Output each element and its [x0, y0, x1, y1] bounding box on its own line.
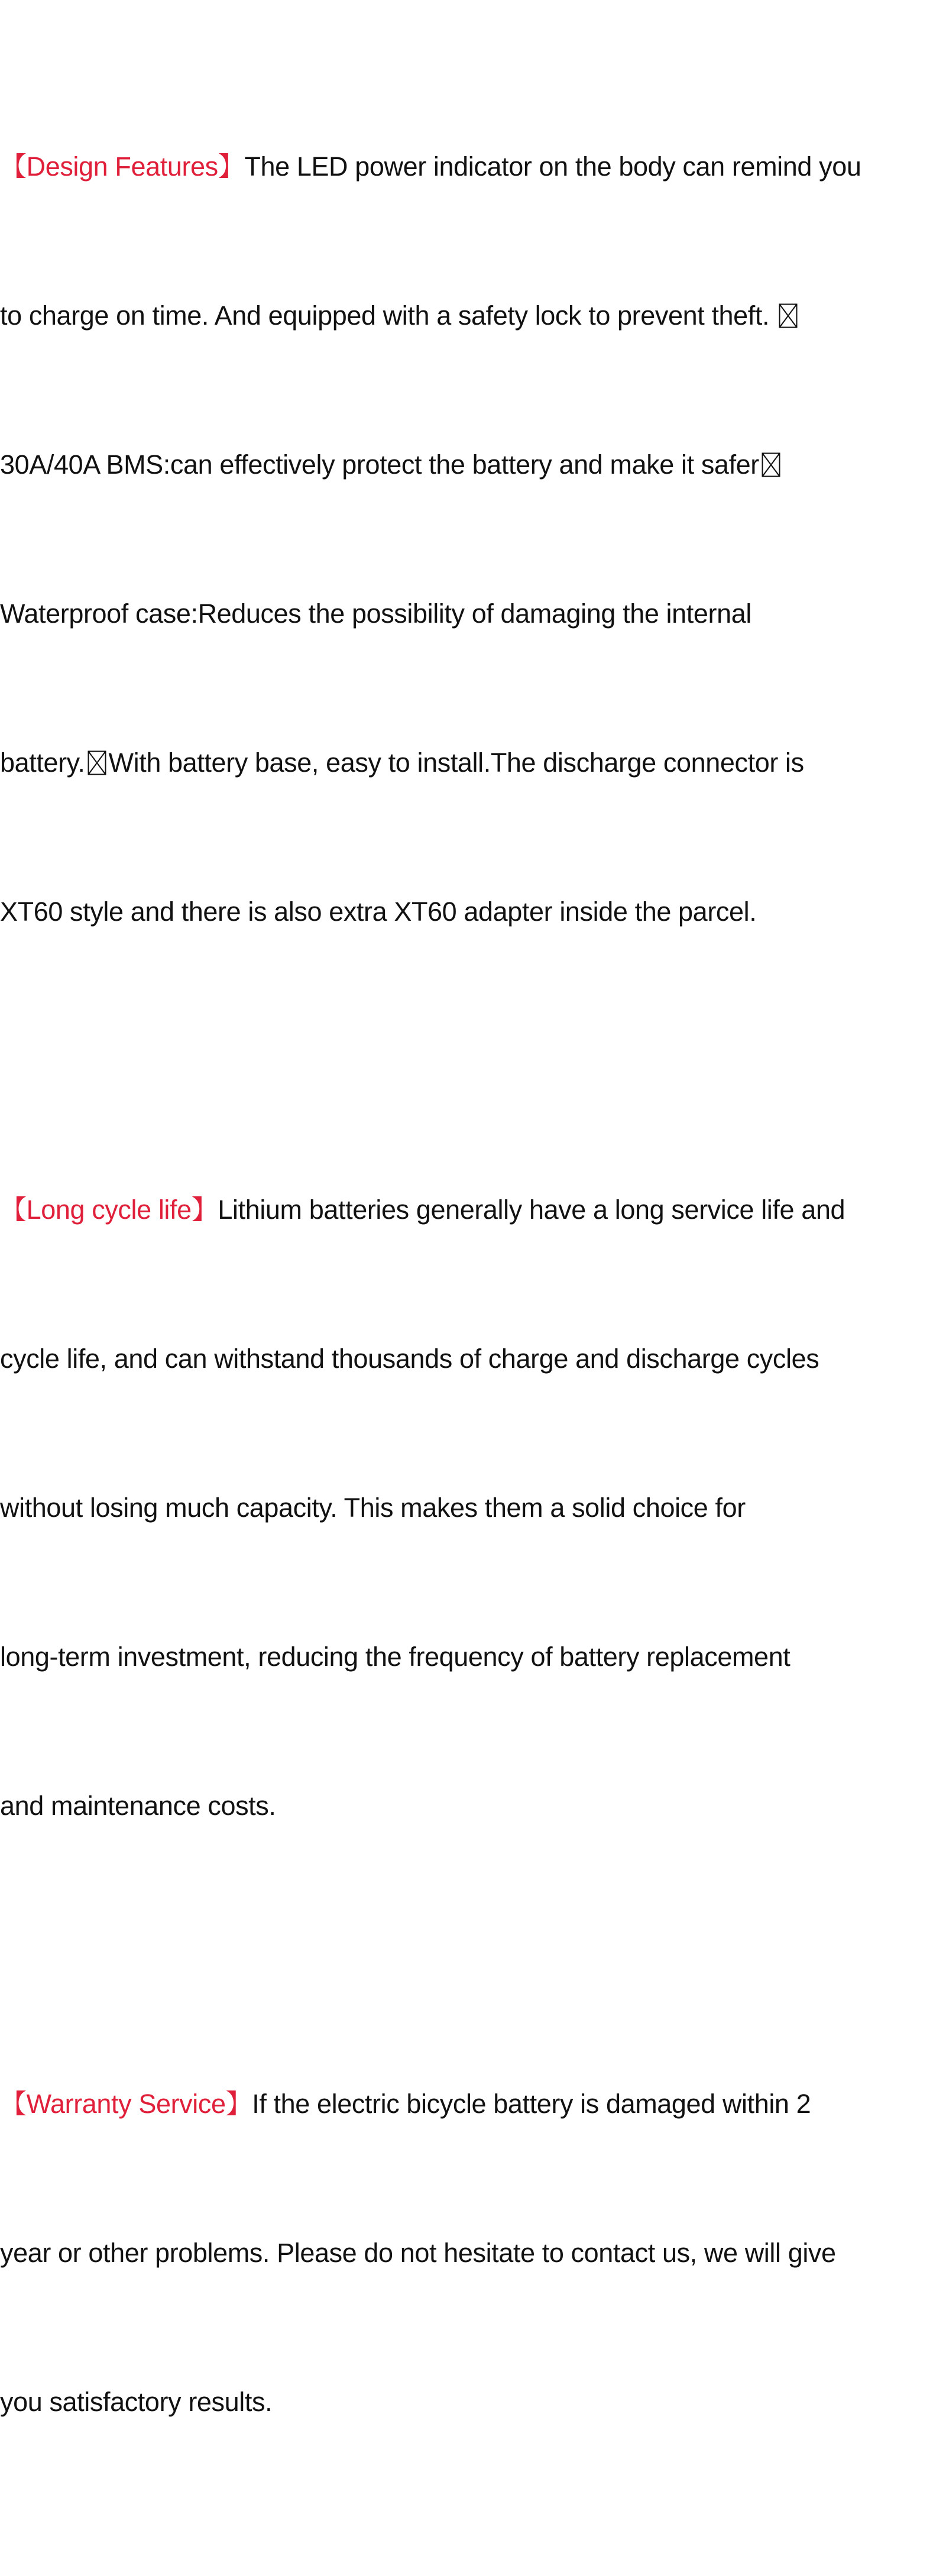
text-line — [0, 142, 940, 192]
body-text: you satisfactory results. — [0, 2387, 273, 2417]
text-line — [0, 1185, 940, 1235]
text-line — [0, 1483, 940, 1533]
body-text: Lithium batteries generally have a long service life and — [218, 1195, 845, 1225]
body-text: to charge on time. And equipped with a safety lock to prevent theft. — [0, 300, 770, 331]
body-text: year or other problems. Please do not hesitate to contact us, we will give — [0, 2238, 836, 2268]
text-line — [0, 1632, 940, 1682]
body-text: The LED power indicator on the body can remind you — [244, 151, 861, 182]
long-cycle-life-paragraph — [0, 1086, 940, 1930]
body-text: 30A/40A BMS:can effectively protect the battery and make it safer — [0, 449, 759, 480]
section-heading-design-features: 【Design Features】 — [0, 151, 245, 182]
text-line — [0, 440, 940, 490]
text-line — [0, 2228, 940, 2278]
design-features-paragraph — [0, 43, 940, 1036]
body-text: long-term investment, reducing the frequency of battery replacement — [0, 1642, 791, 1672]
body-text: cycle life, and can withstand thousands of charge and discharge cycles — [0, 1344, 819, 1374]
body-text: without losing much capacity. This makes them a solid choice for — [0, 1493, 746, 1523]
body-text: XT60 style and there is also extra XT60 adapter inside the parcel. — [0, 897, 757, 927]
section-heading-warranty-service: 【Warranty Service】 — [0, 2089, 252, 2119]
text-line — [0, 2079, 940, 2129]
body-text: Waterproof case:Reduces the possibility of damaging the internal — [0, 598, 751, 629]
body-text: With battery base, easy to install.The discharge connector is — [108, 747, 804, 778]
text-line — [0, 738, 940, 788]
warranty-service-paragraph — [0, 1980, 940, 2526]
text-line — [0, 589, 940, 639]
missing-glyph-box-icon — [762, 452, 780, 477]
text-line — [0, 1334, 940, 1384]
body-text: and maintenance costs. — [0, 1791, 276, 1821]
body-text: If the electric bicycle battery is damaged within 2 — [252, 2089, 811, 2119]
text-line — [0, 2377, 940, 2427]
text-line — [0, 291, 940, 341]
section-heading-long-cycle-life: 【Long cycle life】 — [0, 1195, 218, 1225]
missing-glyph-box-icon — [779, 303, 798, 328]
text-line — [0, 1781, 940, 1831]
body-text: battery. — [0, 747, 85, 778]
document-body — [0, 43, 940, 2576]
text-line — [0, 887, 940, 937]
missing-glyph-box-icon — [88, 750, 106, 775]
